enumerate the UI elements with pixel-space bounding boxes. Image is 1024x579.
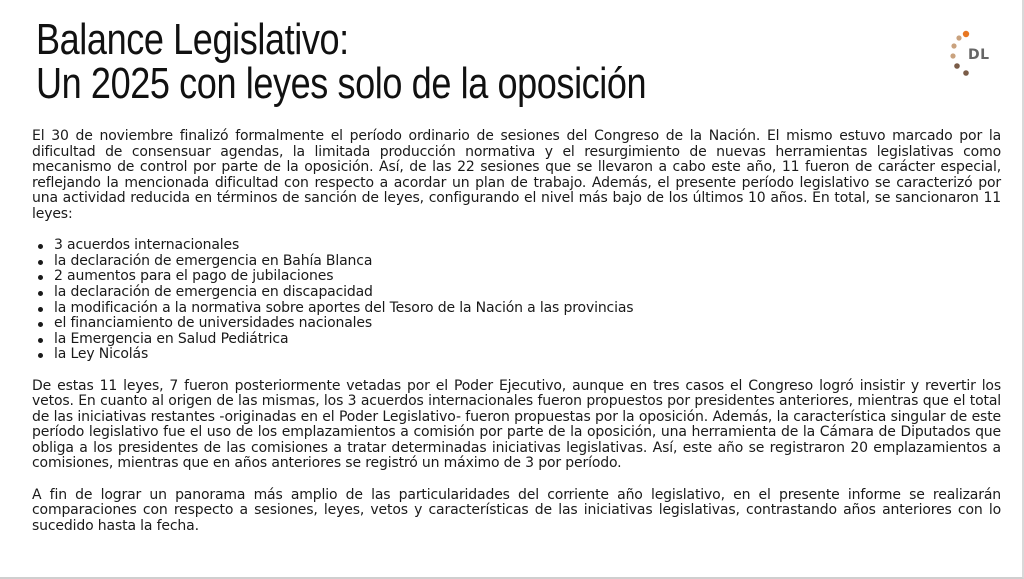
page-title	[36, 15, 758, 108]
intro-paragraph: El 30 de noviembre finalizó formalmente el período ordinario de sesiones del Congreso de la Nación. El mismo estuvo marcado por la dificultad de consensuar agendas, la limitada producción normativa y el resurgimiento de nuevas herramientas legislativas como mecanismo de control por parte de la oposición. Así, de las 22 sesiones que se llevaron a cabo este año, 11 fueron de carácter especial, reflejando la mencionada dificultad con respecto a acordar un plan de trabajo. Además, el presente período legislativo se caracterizó por una actividad reducida en términos de sanción de leyes, configurando el nivel más bajo de los últimos 10 años. En total, se sancionaron 11 leyes:	[32, 128, 1001, 222]
title-line-1: Balance Legislativo:	[36, 15, 349, 64]
list-item: la declaración de emergencia en Bahía Blanca	[54, 254, 1001, 270]
body-text	[32, 129, 1001, 534]
list-item: 3 acuerdos internacionales	[54, 238, 1001, 254]
list-item: 2 aumentos para el pago de jubilaciones	[54, 269, 1001, 285]
closing-paragraph: A fin de lograr un panorama más amplio de las particularidades del corriente año legislativo, en el presente informe se realizarán comparaciones con respecto a sesiones, leyes, vetos y características de las iniciativas legislativas, contrastando años anteriores con lo sucedido hasta la fecha.	[32, 486, 1001, 534]
list-item: la declaración de emergencia en discapacidad	[54, 285, 1001, 301]
vetoes-paragraph: De estas 11 leyes, 7 fueron posteriormente vetadas por el Poder Ejecutivo, aunque en tres casos el Congreso logró insistir y revertir los vetos. En cuanto al origen de las mismas, los 3 acuerdos internacionales fueron propuestos por presidentes anteriores, mientras que el total de las iniciativas restantes -originadas en el Poder Legislativo- fueron propuestas por la oposición. Además, la característica singular de este período legislativo fue el uso de los emplazamientos a comisión por parte de la oposición, una herramienta de la Cámara de Diputados que obliga a los presidentes de las comisiones a tratar determinadas iniciativas legislativas. Así, este año se registraron 20 emplazamientos a comisiones, mientras que en años anteriores se registró un máximo de 3 por período.	[32, 377, 1001, 472]
dl-logo	[948, 28, 998, 80]
list-item: el financiamiento de universidades nacionales	[54, 316, 1001, 332]
logo-text: DL	[968, 47, 990, 63]
title-line-2: Un 2025 con leyes solo de la oposición	[36, 59, 647, 108]
list-item: la Ley Nicolás	[54, 347, 1001, 363]
list-item: la modificación a la normativa sobre aportes del Tesoro de la Nación a las provincias	[54, 301, 1001, 317]
laws-list	[32, 238, 1001, 363]
list-item: la Emergencia en Salud Pediátrica	[54, 332, 1001, 348]
